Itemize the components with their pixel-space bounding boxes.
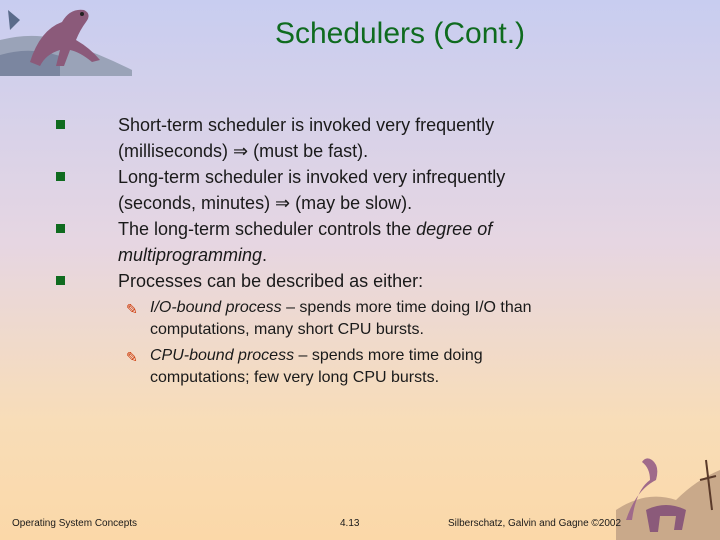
bullet-line: (milliseconds) ⇒ (must be fast). xyxy=(118,141,369,161)
sub-bullet-line: computations; few very long CPU bursts. xyxy=(150,369,440,386)
bullet-text: . xyxy=(262,245,268,265)
sub-bullet-line: computations, many short CPU bursts. xyxy=(150,321,424,338)
emphasis-term: I/O-bound process xyxy=(150,299,282,316)
bullet-item xyxy=(56,268,576,294)
bullet-line: (seconds, minutes) ⇒ (may be slow). xyxy=(118,193,413,213)
sub-bullet-line xyxy=(150,299,532,316)
sub-bullet-text: – spends more time doing xyxy=(294,347,483,364)
square-bullet-icon xyxy=(56,276,65,285)
sub-bullet-line xyxy=(150,347,483,364)
sub-bullet-text: – spends more time doing I/O than xyxy=(281,299,532,316)
square-bullet-icon xyxy=(56,172,65,181)
bullet-item xyxy=(56,164,576,216)
bullet-line xyxy=(118,216,576,242)
sub-bullet-item xyxy=(112,297,592,341)
pen-bullet-icon: ✎ xyxy=(126,301,138,317)
square-bullet-icon xyxy=(56,224,65,233)
bullet-list xyxy=(56,112,576,294)
bullet-line: Long-term scheduler is invoked very infrequently xyxy=(118,167,506,187)
bullet-line xyxy=(118,242,576,268)
bullet-text: The long-term scheduler controls the xyxy=(118,219,417,239)
square-bullet-icon xyxy=(56,120,65,129)
bullet-line: Short-term scheduler is invoked very frequently xyxy=(118,115,495,135)
footer-authors: Silberschatz, Galvin and Gagne ©2002 xyxy=(448,518,622,529)
footer-course-title: Operating System Concepts xyxy=(12,518,138,529)
bullet-item xyxy=(56,112,576,164)
emphasis-term: degree of xyxy=(416,219,493,239)
pen-bullet-icon: ✎ xyxy=(126,349,138,365)
footer-slide-number: 4.13 xyxy=(340,518,360,529)
dinosaur-logo-icon xyxy=(0,0,132,76)
bullet-line: Processes can be described as either: xyxy=(118,271,424,291)
sub-bullet-list xyxy=(112,297,592,393)
emphasis-term: CPU-bound process xyxy=(150,347,295,364)
bullet-item xyxy=(56,216,576,268)
emphasis-term: multiprogramming xyxy=(118,245,263,265)
sub-bullet-item xyxy=(112,345,592,389)
dinosaur-footer-icon xyxy=(616,450,720,540)
slide-title: Schedulers (Cont.) xyxy=(274,17,526,50)
